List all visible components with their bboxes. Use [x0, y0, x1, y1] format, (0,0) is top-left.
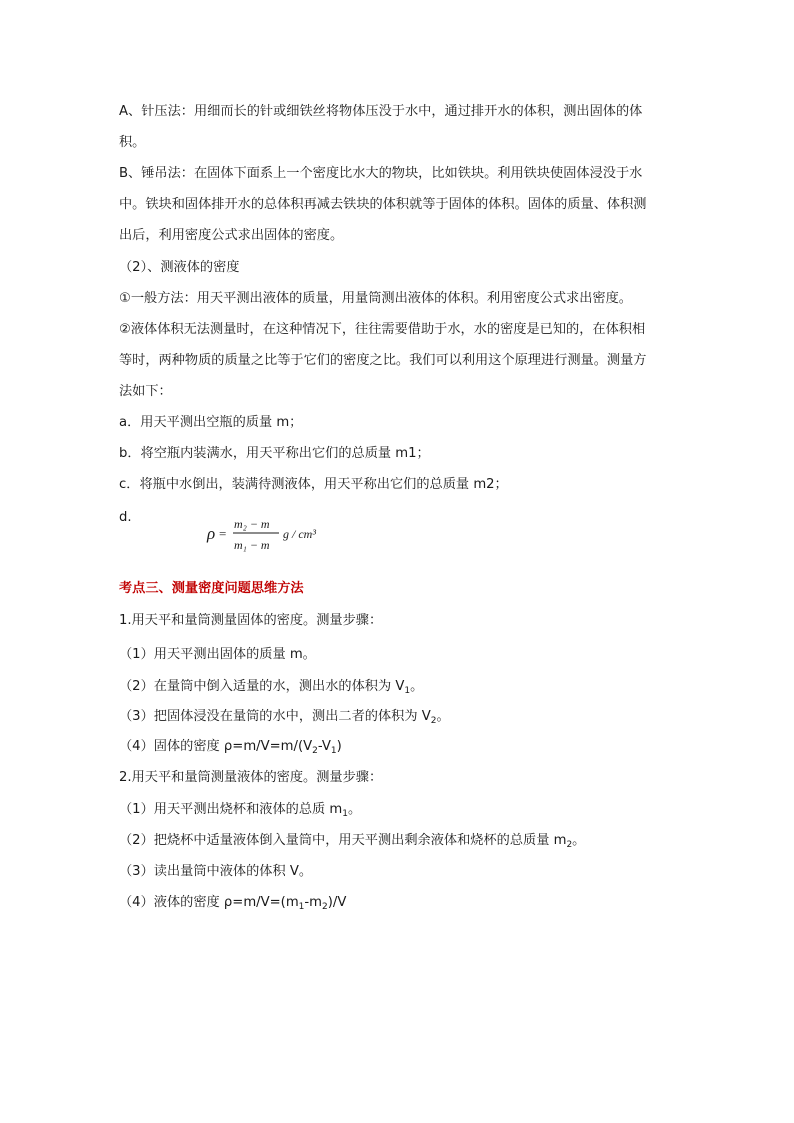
solid-step-1: （1）用天平测出固体的质量 m。: [119, 647, 316, 662]
general-method-line: ①一般方法：用天平测出液体的质量，用量筒测出液体的体积。利用密度公式求出密度。: [119, 291, 632, 306]
step-c: c．将瓶中水倒出，装满待测液体，用天平称出它们的总质量 m2；: [119, 477, 508, 492]
liquid-step-4: （4）液体的密度 $\rho=m/V=(m_1-m_2)/V$: [119, 895, 347, 912]
formula-unit: g / cm³: [283, 527, 316, 541]
water-method-line-2: 等时，两种物质的质量之比等于它们的密度之比。我们可以利用这个原理进行测量。测量方: [119, 353, 647, 368]
liquid-step-3: （3）读出量筒中液体的体积 V。: [119, 864, 313, 879]
step-d-label: d.: [119, 510, 132, 525]
solid-step-4: （4）固体的密度 $\rho=m/V=m/(V_2-V_1)$: [119, 739, 342, 756]
formula-rho: ρ: [207, 524, 216, 543]
formula-equals: =: [219, 526, 227, 541]
step-b: b．将空瓶内装满水，用天平称出它们的总质量 m1；: [119, 446, 430, 461]
solid-step-3: （3）把固体浸没在量筒的水中，测出二者的体积为 $V_2$。: [119, 709, 450, 726]
solid-step-2: （2）在量筒中倒入适量的水，测出水的体积为 $V_1$。: [119, 679, 424, 696]
method-a-line-2: 积。: [119, 135, 146, 150]
density-formula: [205, 512, 335, 556]
liquid-density-subtitle: （2）、测液体的密度: [119, 260, 240, 275]
liquid-step-2: （2）把烧杯中适量液体倒入量筒中，用天平测出剩余液体和烧杯的总质量 $m_2$。: [119, 833, 586, 850]
section-3-heading: 考点三、测量密度问题思维方法: [119, 581, 304, 596]
liquid-density-title: 2.用天平和量筒测量液体的密度。测量步骤：: [119, 770, 383, 785]
liquid-step-1: （1）用天平测出烧杯和液体的总质 $m_1$。: [119, 802, 362, 819]
water-method-line-1: ②液体体积无法测量时，在这种情况下，往往需要借助于水，水的密度是已知的，在体积相: [119, 322, 646, 337]
formula-numerator: m₂ − m: [234, 517, 270, 531]
method-b-line-2: 中。铁块和固体排开水的总体积再减去铁块的体积就等于固体的体积。固体的质量、体积测: [119, 197, 647, 212]
formula-denominator: m₁ − m: [234, 538, 270, 552]
method-b-line-1: B、锤吊法：在固体下面系上一个密度比水大的物块，比如铁块。利用铁块使固体浸没于水: [119, 166, 643, 181]
step-a: a．用天平测出空瓶的质量 m；: [119, 415, 303, 430]
method-a-line-1: A、针压法：用细而长的针或细铁丝将物体压没于水中，通过排开水的体积，测出固体的体: [119, 104, 643, 119]
water-method-line-3: 法如下：: [119, 384, 172, 399]
solid-density-title: 1.用天平和量筒测量固体的密度。测量步骤：: [119, 613, 383, 628]
method-b-line-3: 出后，利用密度公式求出固体的密度。: [119, 228, 344, 243]
